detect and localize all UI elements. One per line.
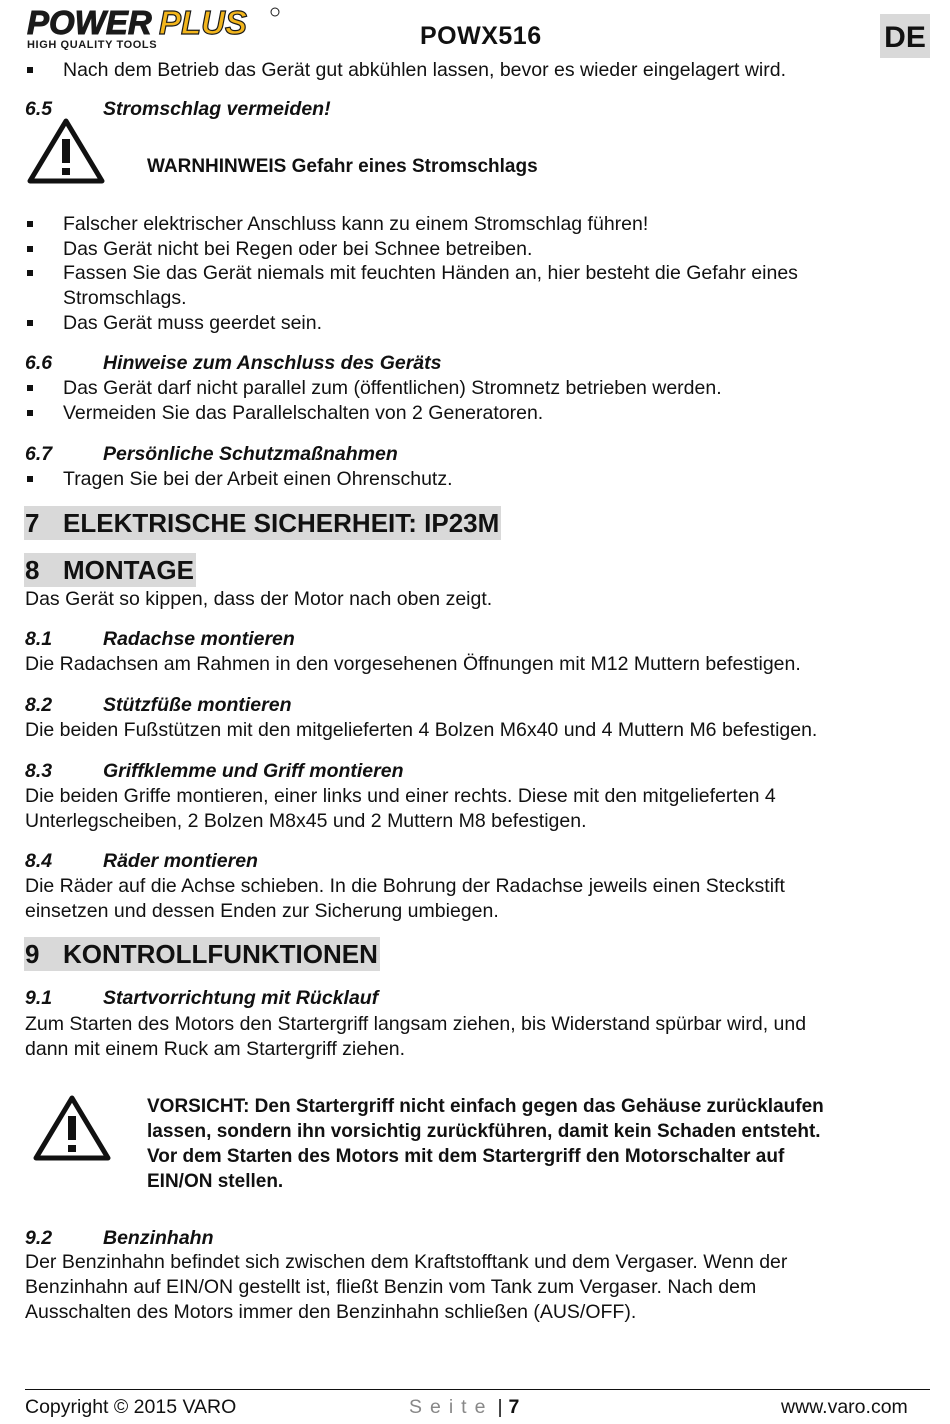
paragraph: Die beiden Fußstützen mit den mitgelieferten 4 Bolzen M6x40 und 4 Muttern M6 befestigen. <box>25 719 818 741</box>
warning-triangle-icon <box>27 117 105 185</box>
paragraph: Die Radachsen am Rahmen in den vorgesehenen Öffnungen mit M12 Muttern befestigen. <box>25 653 801 675</box>
footer-page-info <box>409 1395 519 1419</box>
chapter-9-heading: 9 KONTROLLFUNKTIONEN <box>25 939 378 969</box>
caution-triangle-icon <box>33 1094 111 1162</box>
paragraph-line: Zum Starten des Motors den Startergriff langsam ziehen, bis Widerstand spürbar wird, und <box>25 1013 807 1035</box>
caution-line: Vor dem Starten des Motors mit dem Startergriff den Motorschalter auf <box>147 1146 785 1167</box>
logo-plus-text: PLUS <box>159 6 248 41</box>
language-badge: DE <box>880 14 930 58</box>
electric-shock-warning: WARNHINWEIS Gefahr eines Stromschlags <box>147 156 538 177</box>
caution-line: VORSICHT: Den Startergriff nicht einfach gegen das Gehäuse zurücklaufen <box>147 1096 824 1117</box>
caution-note <box>147 1094 824 1194</box>
paragraph-line: Die beiden Griffe montieren, einer links und einer rechts. Diese mit den mitgelieferten 4 <box>25 785 776 807</box>
caution-line: lassen, sondern ihn vorsichtig zurückführen, damit kein Schaden entsteht. <box>147 1121 821 1142</box>
paragraph-line: Unterlegscheiben, 2 Bolzen M8x45 und 2 Muttern M8 befestigen. <box>25 810 587 832</box>
paragraph: Das Gerät so kippen, dass der Motor nach oben zeigt. <box>25 588 493 610</box>
paragraph-line: Die Räder auf die Achse schieben. In die Bohrung der Radachse jeweils einen Steckstift <box>25 875 785 897</box>
footer-copyright: Copyright © 2015 VARO <box>25 1396 237 1418</box>
footer-divider <box>25 1389 930 1390</box>
logo-power-text: POWER <box>27 6 152 41</box>
paragraph-line: dann mit einem Ruck am Startergriff ziehen. <box>25 1038 406 1060</box>
caution-line: EIN/ON stellen. <box>147 1171 284 1192</box>
chapter-7-heading: 7 ELEKTRISCHE SICHERHEIT: IP23M <box>25 508 500 538</box>
powerplus-logo <box>27 6 281 50</box>
model-number: POWX516 <box>420 22 542 50</box>
footer-seite-label: Seite <box>409 1396 494 1418</box>
footer-separator: | <box>497 1396 503 1418</box>
logo-tagline: HIGH QUALITY TOOLS <box>27 39 158 50</box>
paragraph-line: Der Benzinhahn befindet sich zwischen dem Kraftstofftank und dem Vergaser. Wenn der <box>25 1251 788 1273</box>
chapter-8-heading: 8 MONTAGE <box>25 555 194 585</box>
footer-url[interactable]: www.varo.com <box>781 1396 908 1418</box>
paragraph-line: einsetzen und dessen Enden zur Sicherung umbiegen. <box>25 900 499 922</box>
footer-page-number: 7 <box>508 1396 520 1418</box>
paragraph-line: Benzinhahn auf EIN/ON gestellt ist, fließt Benzin vom Tank zum Vergaser. Nach dem <box>25 1276 757 1298</box>
paragraph-line: Ausschalten des Motors immer den Benzinhahn schließen (AUS/OFF). <box>25 1301 637 1323</box>
